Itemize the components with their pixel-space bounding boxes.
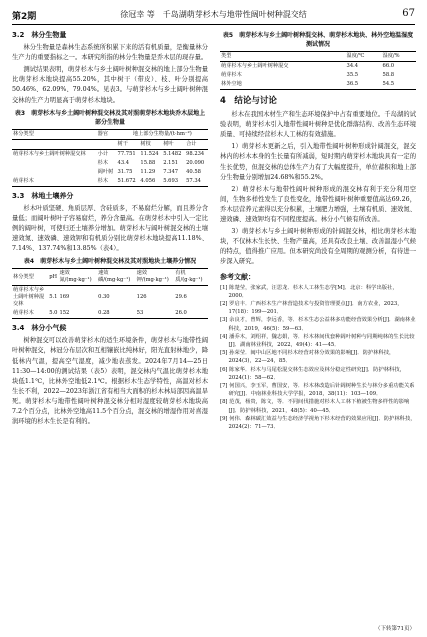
table-header: 器官 <box>97 129 117 139</box>
table-row <box>12 168 208 177</box>
table-cell: 4.056 <box>139 177 162 187</box>
references-heading: 参考文献： <box>220 272 255 281</box>
table-header: 林分类型 <box>12 269 48 286</box>
page-number: 67 <box>402 8 415 19</box>
paragraph: 杉木在我国木材生产和生态环境保护中占有重要地位。千岛湖的试验表明，萌芽杉木引入地带性阔叶树种是优化群落结构、改善生态环境质量、可持续经营杉木人工林的有效措施。 <box>220 111 416 139</box>
table-cell: 53 <box>136 309 175 319</box>
table-cell: 126 <box>136 294 147 301</box>
table-cell: 5.0 <box>48 309 58 319</box>
running-title: 徐冠幸 等 千岛湖萌芽杉木与地带性阔叶树种混交结 <box>120 10 307 19</box>
reference-item: [7] 何国兴，李玉军，曹国安，等．杉木林改造后针阔树种生长与林分多重功能关系研究[J]．中南林业科技大学学报，2018，38(11)：103—109． <box>220 383 415 398</box>
table-row <box>12 177 208 187</box>
table-cell: 77.751 <box>117 150 136 157</box>
table-3 <box>12 129 208 187</box>
table-header: pH <box>48 269 58 286</box>
table-cell: 11.524 <box>140 150 159 157</box>
table-cell: 萌芽杉木 <box>221 72 242 78</box>
table-cell: 萌芽杉木与乡土阔叶树种混交林 <box>13 287 45 308</box>
table-header: 速效钾/(mg·kg⁻¹) <box>136 269 175 286</box>
table-cell: 54.5 <box>382 80 416 90</box>
table-cell: 杉木 <box>97 159 109 166</box>
issue-label: 第2期 <box>12 12 37 22</box>
table-cell: 152 <box>58 309 97 319</box>
reference-item: [5] 孙荣莹．闽中山区地不同杉木经营对林分效果的影响[J]．防护林科技，2024(3)，22—24，85． <box>220 350 395 365</box>
table-row <box>12 286 208 310</box>
table-subheader <box>12 139 97 149</box>
paragraph: 树种混交可以改善萌芽杉木的适生环境条件，萌芽杉木与地带性阔叶树种混交，林冠分布层次和互相镶嵌比纯林好，阳光直射林地少，降低林内气温，提高空气湿度，减少地表蒸发。2024年7月14—25日11:30—14:00的测试结果（表5）表明，混交林内气温比萌芽杉木地块低1.1℃，比林外空地低2.1℃。根据杉木生态学特性，高温对杉木生长不利，2022—2023年浙江省有相当大面积的杉木林局部因高温旱死。萌芽杉木与地带性阔叶树种混交林分相对湿度较萌芽杉木地块高7.2个百分点，比林外空地高11.5个百分点，混交林的增湿作用对喜湿润环境的杉木生长是有利的。 <box>12 337 208 426</box>
table-cell: 66.0 <box>382 63 395 69</box>
table-subheader: 树枝 <box>139 139 162 149</box>
table-cell: 0.28 <box>97 309 136 319</box>
table-cell: 小计 <box>97 150 109 157</box>
table-cell: 34.4 <box>346 63 359 69</box>
table-cell: 杉木 <box>97 177 117 187</box>
table-cell: 11.29 <box>140 168 156 175</box>
table-subheader: 合计 <box>185 139 208 149</box>
table-5 <box>220 51 416 90</box>
running-header <box>12 8 415 25</box>
table-cell: 萌芽杉木 <box>12 177 97 187</box>
reference-item: [2] 罗启丰．广西杉木生产林营造技术与投资管理要点[J]．南方农业，2023，17(18)：199—201． <box>220 301 403 316</box>
continued-note: （下转第71页） <box>375 626 415 632</box>
table-5-caption: 表5 萌芽杉木与乡土阔叶树种混交林、萌芽杉木地块、林外空地温湿度测试情况 <box>222 32 414 48</box>
reference-item: [1] 陈楚莹，张家武，汪思龙．杉木人工林生态学[M]．北京：科学出版社，2000． <box>220 284 398 299</box>
table-header: 速效氮/(mg·kg⁻¹) <box>58 269 97 286</box>
table-cell: 31.75 <box>117 168 133 175</box>
table-cell: 萌芽杉木与乡土阔叶树种混交林 <box>13 150 86 157</box>
table-cell: 29.6 <box>175 294 187 301</box>
table-row <box>220 62 416 72</box>
table-cell: 15.88 <box>140 159 156 166</box>
table-3-caption: 表3 萌芽杉木与乡土阔叶树种混交林及其对照萌芽杉木地块乔木层地上部分生物量 <box>14 109 206 126</box>
table-cell: 169 <box>59 294 70 301</box>
table-header: 温度/℃ <box>346 52 382 62</box>
section-3-3-heading: 3.3 林地土壤养分 <box>12 191 74 200</box>
paragraph: 测试结果表明，萌芽杉木与乡土阔叶树种混交林的地上部分生物量比萌芽杉木地块提高55.20%，其中树干（带皮）、枝、叶分别提高50.46%、62.09%、79.04%。见表3。与萌芽杉木与乡土阔叶树种混交林的生产力明显高于萌芽杉木地块。 <box>12 66 208 104</box>
table-cell: 57.34 <box>185 177 208 187</box>
table-subheader: 树干 <box>117 139 140 149</box>
table-cell: 2.151 <box>163 159 179 166</box>
table-cell: 40.58 <box>186 168 201 175</box>
table-4 <box>12 268 208 319</box>
table-subheader <box>97 139 117 149</box>
reference-item: [8] 范茂，杨贵，陈文，等．不同间伐措施对杉木人工林下植被生物多样性的影响[J]．防护林科技，2021，48(5)：40—45． <box>220 399 410 414</box>
reference-item: [6] 陈家华．杉木与马尾松混交林生态效应及林分稳定性研究[J]．防护林科技，2024(1)：58—62． <box>220 366 405 381</box>
section-3-4-heading: 3.4 林分小气候 <box>12 324 67 333</box>
table-cell <box>12 168 97 177</box>
table-subheader: 树叶 <box>162 139 185 149</box>
table-cell: 51.672 <box>117 177 140 187</box>
table-cell: 7.347 <box>163 168 179 175</box>
table-cell: 5.1 <box>49 294 58 301</box>
table-cell: 阔叶树 <box>97 168 114 175</box>
table-cell: 林外空地 <box>220 80 346 90</box>
table-cell: 5.1482 <box>163 150 182 157</box>
table-cell: 20.090 <box>186 159 205 166</box>
table-row <box>12 159 208 168</box>
table-row <box>220 80 416 90</box>
table-header: 有机质/(g·kg⁻¹) <box>174 269 208 286</box>
table-cell: 0.30 <box>98 294 110 301</box>
table-cell: 36.5 <box>346 80 382 90</box>
paragraph: 林分生物量是森林生态系统所积累下来的活有机质量，是衡量林分生产力的重要指标之一。本研究所指的林分生物量是乔木层的现存量。 <box>12 44 208 62</box>
right-column <box>220 28 416 431</box>
table-header: 林分类型 <box>12 129 97 139</box>
reference-item: [9] 何伟．森林碳汇效益与生态经济学视角下杉木经营的效果应用[J]．防护林科技，2024(2)：71—73． <box>220 415 416 431</box>
table-header: 地上部分生物量/(t·hm⁻²) <box>117 129 208 139</box>
table-row <box>220 71 416 80</box>
paragraph: 3）萌芽杉木与乡土阔叶树种形成的针阔混交林，相比萌芽杉木地块，不仅林木生长快、生物产量高，还具有改良土壤、改善温湿小气候的特点，值得推广应用。但本研究尚没有全周期的观测分析，有待进一步深入研究。 <box>220 228 416 266</box>
table-header: 湿度/% <box>382 52 416 62</box>
table-cell: 萌芽杉木与乡土阔叶树种混交 <box>221 63 289 69</box>
section-3-2-heading: 3.2 林分生物量 <box>12 31 67 39</box>
table-cell: 98.234 <box>186 150 205 157</box>
table-cell: 58.8 <box>382 72 395 78</box>
reference-list <box>220 284 416 432</box>
table-4-caption: 表4 萌芽杉木与乡土阔叶树种混交林及其对照地块土壤养分情况 <box>23 258 197 266</box>
table-cell: 5.693 <box>162 177 185 187</box>
table-cell: 26.0 <box>174 309 208 319</box>
table-row <box>12 309 208 319</box>
paragraph: 杉木叶质坚硬、角质层厚、含硅质多，不易腐烂分解，而且养分含量低；而阔叶树叶子容易腐烂，养分含量高。在萌芽杉木中引入一定比例的阔叶树，可使归还土壤养分增加。萌芽杉木与阔叶树混交林的土壤速效氮、速效磷、速效钾和有机质分别比萌芽杉木地块提高11.18%、7.14%、137.74%和13.85%（表4）。 <box>12 204 208 253</box>
table-header: 速效磷/(mg·kg⁻¹) <box>97 269 136 286</box>
paragraph: 1）萌芽杉木更新之后，引入地带性阔叶树种形成针阔混交，混交林内的杉木本身的生长量有所减弱，短时期内萌芽杉木地块具有一定的生长优势，但混交林的总体生产力有了大幅度提升，单位蓄积和地上部分生物量分别增加24.68%和55.2%。 <box>220 143 416 181</box>
table-cell: 35.5 <box>346 72 359 78</box>
section-4-heading: 4 结论与讨论 <box>220 96 277 106</box>
table-cell: 43.4 <box>117 159 130 166</box>
table-row <box>12 149 208 159</box>
reference-item: [3] 余良才，曾辉，李远香，等．杉木生态公益林多功能经营效果分析[J]．湖南林业科技，2019，46(5)：59—63． <box>220 317 416 332</box>
left-column <box>12 28 208 429</box>
table-header: 类型 <box>220 52 346 62</box>
paragraph: 2）萌芽杉木与地带性阔叶树种形成的混交林有利于充分利用空间，生物多样性发生了良性变化，地带性阔叶树种重要值高达69.26，乔木层营养元素得以充分积累，土壤肥力增强，土壤有机质、速效氮、速效磷、速效钾均有不同程度提高。林分小气候有所改善。 <box>220 185 416 224</box>
reference-item: [4] 潘乔木，刘绍祥，魏志娟，等．杉木林间伐套种阔叶树种与同期纯林的生长比较[J]．湖南林业科技，2022，49(4)：41—45． <box>220 333 415 349</box>
table-cell <box>12 159 97 168</box>
table-cell: 萌芽杉木 <box>12 309 48 319</box>
